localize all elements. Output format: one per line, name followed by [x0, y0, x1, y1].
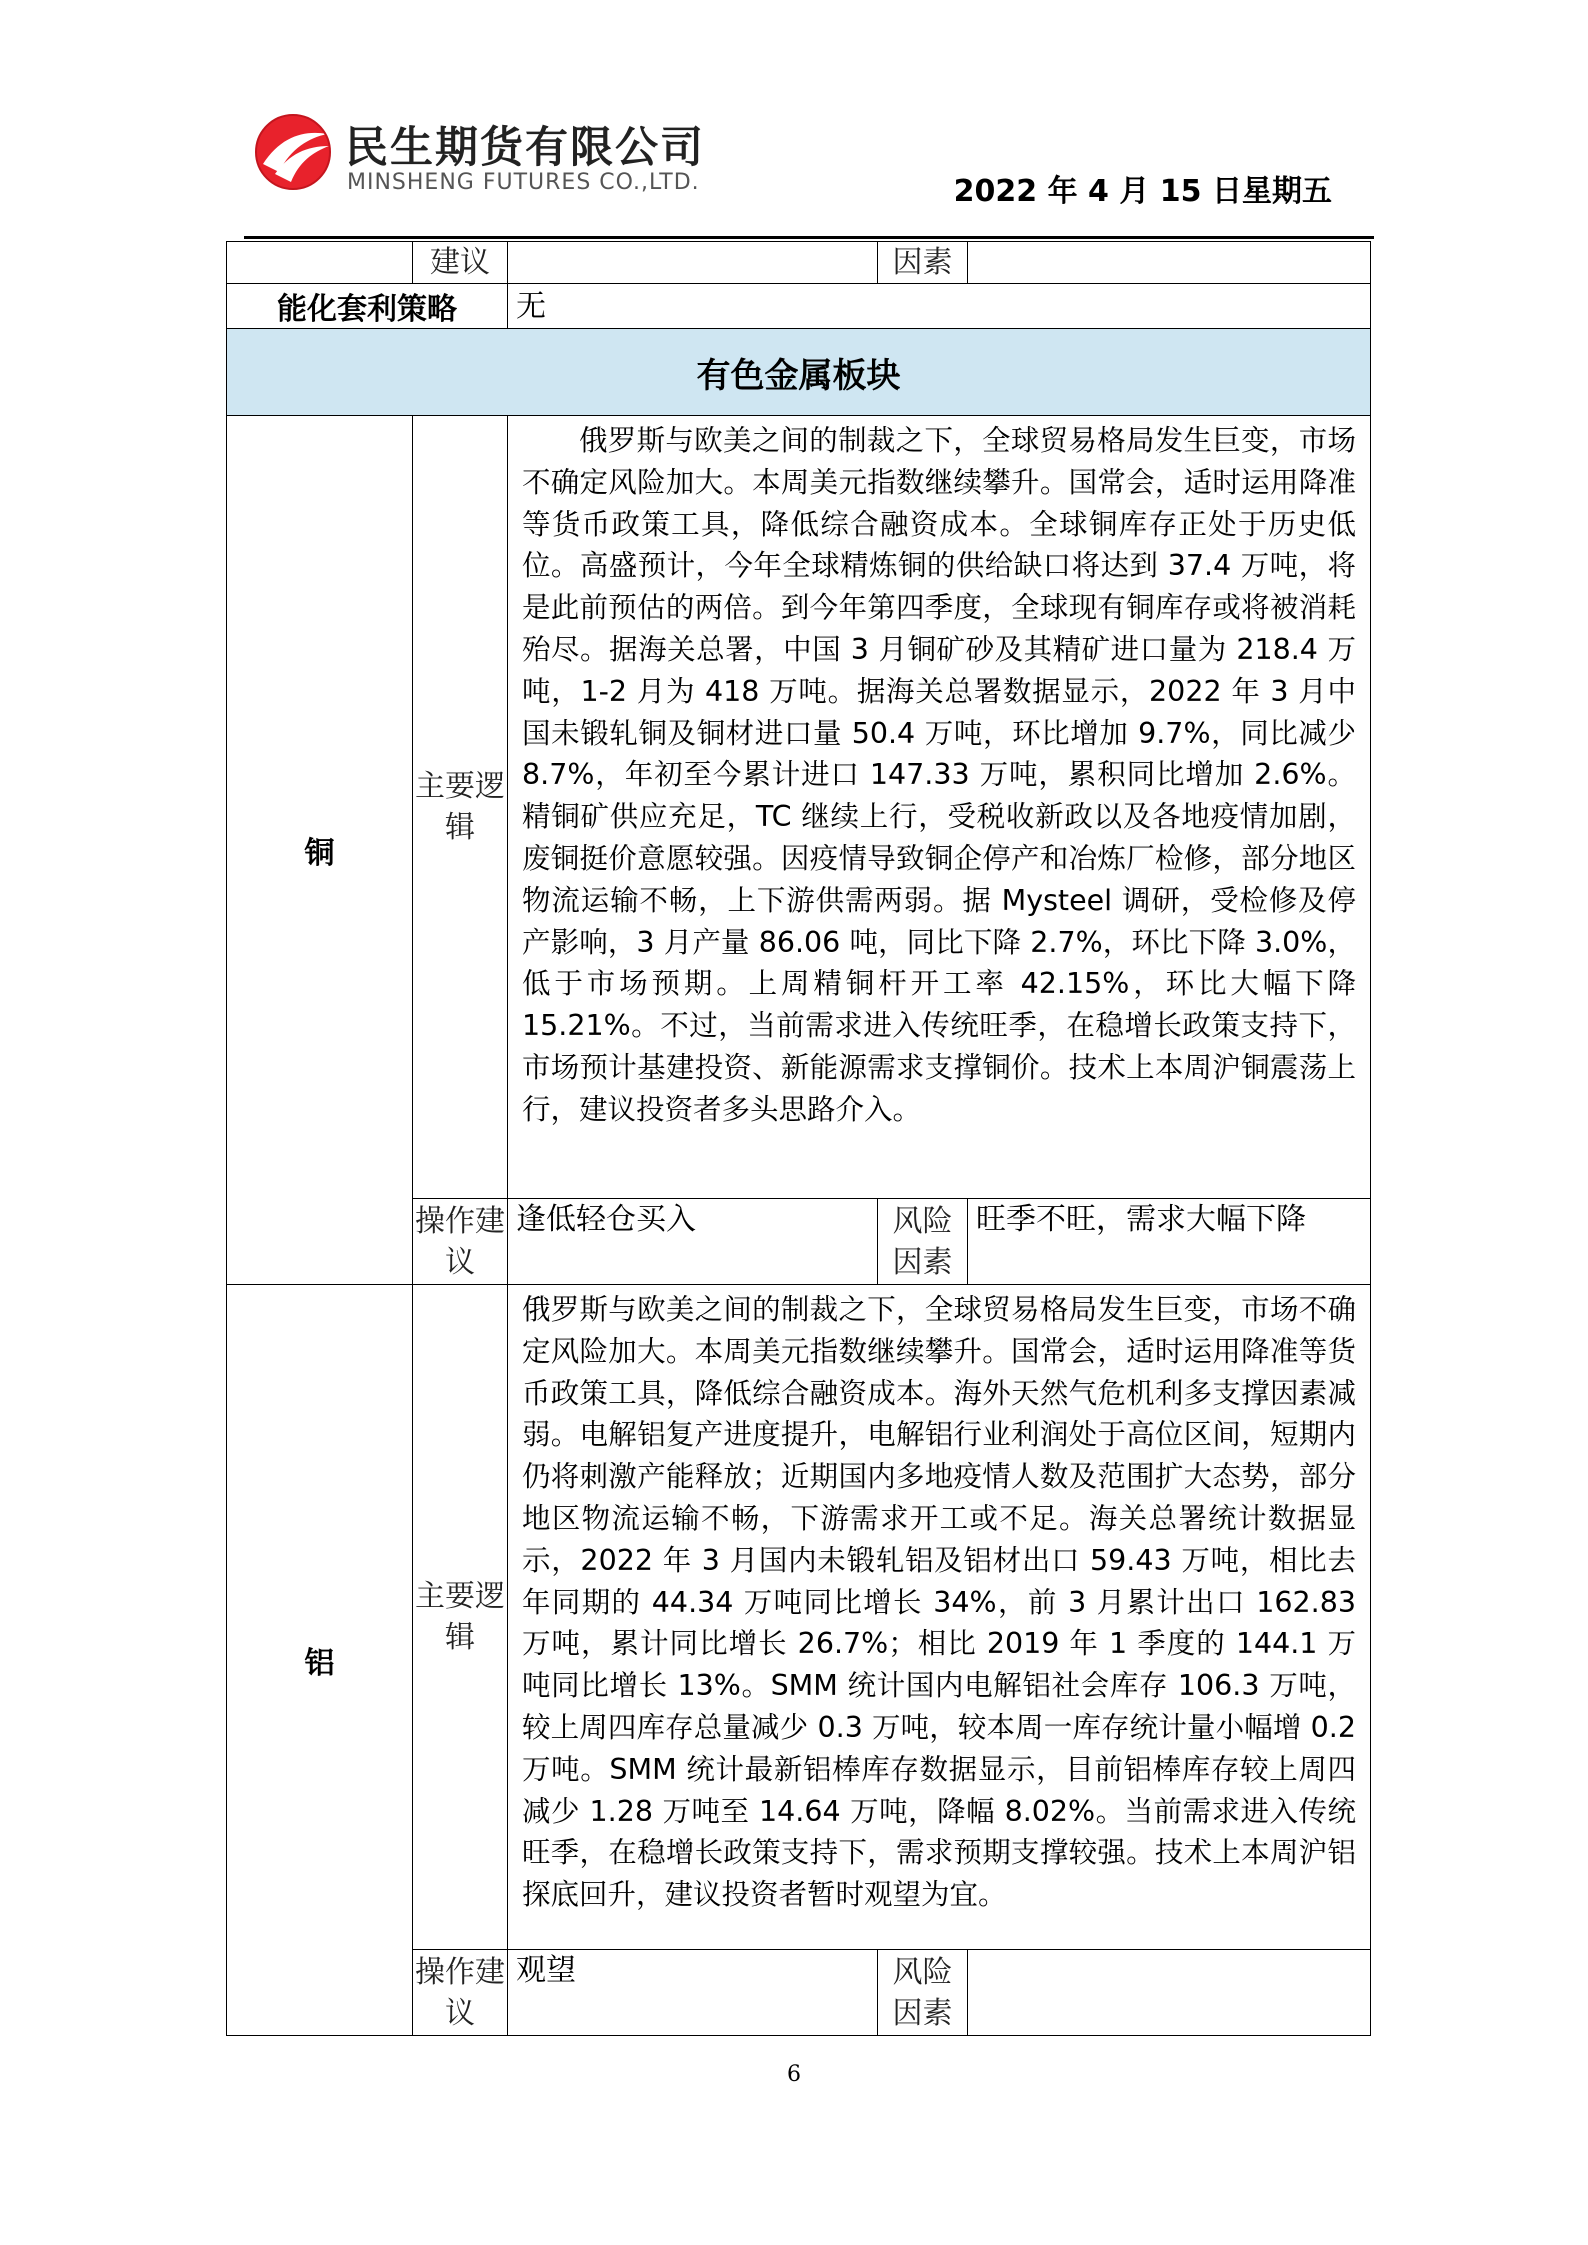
copper-label: 铜 [227, 416, 413, 1285]
top-op-value [508, 242, 878, 284]
aluminum-label: 铝 [227, 1285, 413, 2036]
top-risk-label: 因素 [878, 242, 968, 284]
arbitrage-label: 能化套利策略 [227, 284, 508, 329]
top-row-blank [227, 242, 413, 284]
top-risk-value [968, 242, 1371, 284]
aluminum-logic-label: 主要逻辑 [413, 1285, 508, 1950]
aluminum-op-value: 观望 [508, 1950, 878, 2036]
section-title: 有色金属板块 [227, 329, 1371, 416]
company-name-en: MINSHENG FUTURES CO.,LTD. [347, 170, 700, 195]
arbitrage-row [227, 284, 1371, 329]
copper-op-label: 操作建议 [413, 1199, 508, 1285]
arbitrage-value: 无 [508, 284, 1371, 329]
aluminum-logic-text: 俄罗斯与欧美之间的制裁之下，全球贸易格局发生巨变，市场不确定风险加大。本周美元指数继续攀升。国常会，适时运用降准等货币政策工具，降低综合融资成本。海外天然气危机利多支撑因素减弱。电解铝复产进度提升，电解铝行业利润处于高位区间，短期内仍将刺激产能释放；近期国内多地疫情人数及范围扩大态势，部分地区物流运输不畅，下游需求开工或不足。海关总署统计数据显示，2022 年 3 月国内未锻轧铝及铝材出口 59.43 万吨，相比去年同期的 44.34 万吨同比增长 34%，前 3 月累计出口 162.83 万吨，累计同比增长 26.7%；相比 2019 年 1 季度的 144.1 万吨同比增长 13%。SMM 统计国内电解铝社会库存 106.3 万吨，较上周四库存总量减少 0.3 万吨，较本周一库存统计量小幅增 0.2 万吨。SMM 统计最新铝棒库存数据显示，目前铝棒库存较上周四减少 1.28 万吨至 14.64 万吨，降幅 8.02%。当前需求进入传统旺季，在稳增长政策支持下，需求预期支撑较强。技术上本周沪铝探底回升，建议投资者暂时观望为宜。 [508, 1285, 1371, 1950]
top-op-label: 建议 [413, 242, 508, 284]
page-number: 6 [787, 2062, 801, 2087]
copper-risk-label: 风险因素 [878, 1199, 968, 1285]
company-name-cn: 民生期货有限公司 [345, 123, 705, 173]
header-divider [244, 236, 1374, 239]
copper-logic-text: 俄罗斯与欧美之间的制裁之下，全球贸易格局发生巨变，市场不确定风险加大。本周美元指数继续攀升。国常会，适时运用降准等货币政策工具，降低综合融资成本。全球铜库存正处于历史低位。高盛预计，今年全球精炼铜的供给缺口将达到 37.4 万吨，将是此前预估的两倍。到今年第四季度，全球现有铜库存或将被消耗殆尽。据海关总署，中国 3 月铜矿砂及其精矿进口量为 218.4 万吨，1-2 月为 418 万吨。据海关总署数据显示，2022 年 3 月中国未锻轧铜及铜材进口量 50.4 万吨，环比增加 9.7%，同比减少 8.7%，年初至今累计进口 147.33 万吨，累积同比增加 2.6%。精铜矿供应充足，TC 继续上行，受税收新政以及各地疫情加剧，废铜挺价意愿较强。因疫情导致铜企停产和冶炼厂检修，部分地区物流运输不畅，上下游供需两弱。据 Mysteel 调研，受检修及停产影响，3 月产量 86.06 吨，同比下降 2.7%，环比下降 3.0%，低于市场预期。上周精铜杆开工率 42.15%，环比大幅下降 15.21%。不过，当前需求进入传统旺季，在稳增长政策支持下，市场预计基建投资、新能源需求支撑铜价。技术上本周沪铜震荡上行，建议投资者多头思路介入。 [508, 416, 1371, 1199]
aluminum-op-label: 操作建议 [413, 1950, 508, 2036]
company-logo [253, 112, 773, 202]
aluminum-risk-label: 风险因素 [878, 1950, 968, 2036]
top-row [227, 242, 1371, 284]
strategy-table [226, 241, 1371, 2036]
section-row [227, 329, 1371, 416]
copper-op-value: 逢低轻仓买入 [508, 1199, 878, 1285]
minsheng-logo-icon [253, 112, 333, 192]
aluminum-risk-value [968, 1950, 1371, 2036]
copper-logic-label: 主要逻辑 [413, 416, 508, 1199]
aluminum-logic-row [227, 1285, 1371, 1950]
report-date: 2022 年 4 月 15 日星期五 [953, 174, 1332, 209]
copper-risk-value: 旺季不旺，需求大幅下降 [968, 1199, 1371, 1285]
copper-logic-row [227, 416, 1371, 1199]
